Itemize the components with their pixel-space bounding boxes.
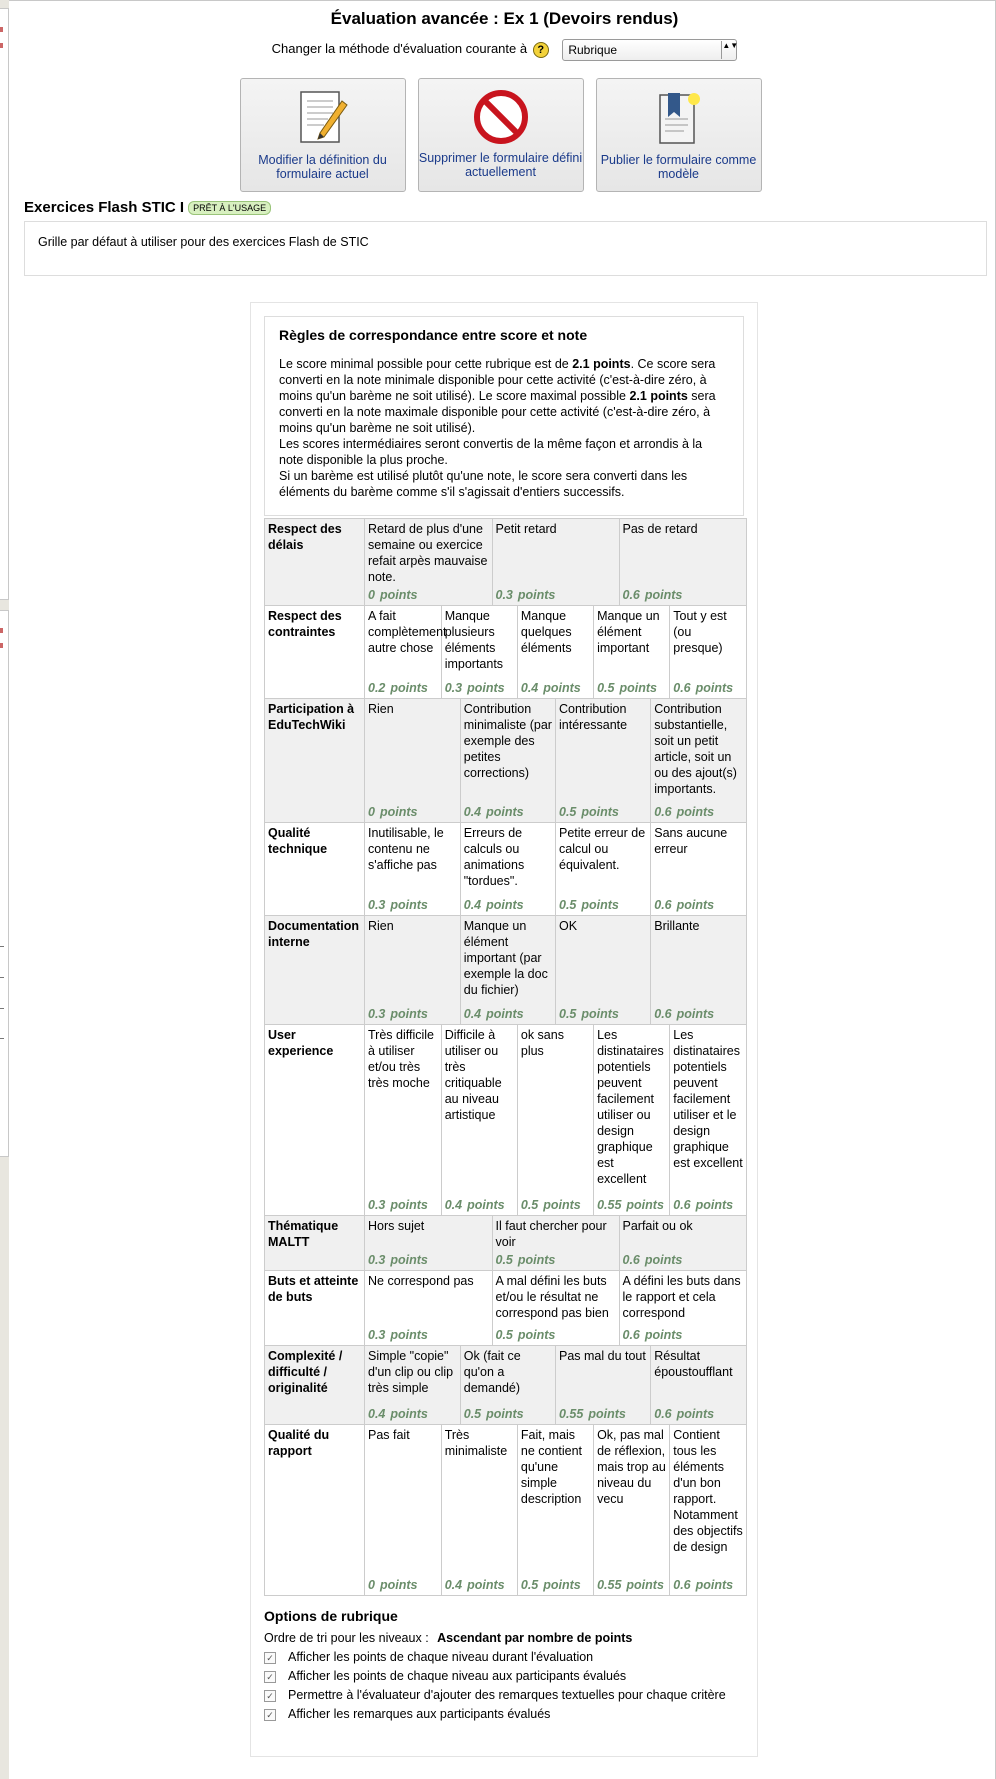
level-description: Très difficile à utiliser et/ou très très moche	[368, 1028, 434, 1090]
level-description: Contribution minimaliste (par exemple des petites corrections)	[463, 702, 552, 780]
level-description: Pas mal du tout	[559, 1349, 646, 1363]
action-buttons	[16, 78, 985, 192]
level-description: Ok (fait ce qu'on a demandé)	[463, 1349, 521, 1395]
left-sidebar-edge	[0, 0, 9, 1779]
edit-form-button[interactable]	[240, 78, 406, 192]
criterion-name: Respect des délais	[265, 519, 365, 606]
level-description: Ne correspond pas	[368, 1274, 474, 1288]
level-score: 0.5 points	[520, 1198, 581, 1212]
options-heading: Options de rubrique	[264, 1608, 398, 1624]
level-description: Erreurs de calculs ou animations "tordues".	[463, 826, 525, 888]
level-description: Parfait ou ok	[622, 1219, 693, 1233]
level-score: 0.6 points	[654, 898, 715, 912]
level-score: 0.4 points	[463, 898, 524, 912]
help-icon[interactable]: ?	[533, 42, 549, 58]
level-cell	[651, 699, 746, 822]
level-score: 0.4 points	[368, 1407, 428, 1421]
level-cell	[441, 606, 517, 698]
level-score: 0.5 points	[559, 1007, 619, 1021]
criterion-name: Buts et atteinte de buts	[265, 1271, 365, 1346]
level-score: 0.4 points	[444, 1578, 505, 1592]
criterion-row	[265, 606, 747, 699]
level-description: A fait complètement autre chose	[368, 609, 447, 655]
level-cell	[556, 1346, 651, 1424]
criterion-row	[265, 699, 747, 823]
rules-paragraph-3: Si un barème est utilisé plutôt qu'une note, le score sera converti dans les éléments du barème comme s'il s'agissait d'entiers successifs.	[279, 469, 688, 499]
level-cell	[492, 519, 619, 605]
level-cell	[365, 606, 447, 698]
level-score: 0.4 points	[444, 1198, 505, 1212]
publish-template-button[interactable]	[596, 78, 762, 192]
level-cell	[670, 1025, 746, 1215]
level-score: 0.55 points	[559, 1407, 626, 1421]
form-name: Exercices Flash STIC I	[24, 199, 185, 216]
level-score: 0.2 points	[368, 681, 428, 695]
level-cell	[365, 1425, 441, 1595]
criterion-name: Participation à EduTechWiki	[265, 699, 365, 823]
criterion-row	[265, 916, 747, 1025]
edit-form-label: Modifier la définition du formulaire actuel	[258, 153, 387, 181]
edit-document-icon	[298, 89, 348, 147]
sort-order-value: Ascendant par nombre de points	[437, 1631, 633, 1645]
level-description: Manque plusieurs éléments importants	[444, 609, 504, 671]
level-cell	[651, 916, 746, 1024]
delete-form-button[interactable]	[418, 78, 584, 192]
level-score: 0.3 points	[444, 681, 505, 695]
level-score: 0.4 points	[463, 1007, 524, 1021]
level-description: Manque un élément important (par exemple la doc du fichier)	[463, 919, 548, 997]
sort-order-row	[264, 1630, 744, 1646]
level-cell	[556, 823, 651, 915]
level-cell	[365, 916, 460, 1024]
level-score: 0.4 points	[463, 805, 524, 819]
form-description: Grille par défaut à utiliser pour des exercices Flash de STIC	[24, 221, 987, 276]
level-score: 0.5 points	[559, 898, 619, 912]
rules-paragraph-1: Le score minimal possible pour cette rubrique est de 2.1 points. Ce score sera converti en la note minimale disponible pour cette activité (c'est-à-dire zéro, à moins qu'un barème ne soit utilisé). Le score maximal possible 2.1 points sera converti en la note maximale disponible pour cette activité (c'est-à-dire zéro, à moins qu'un barème ne soit utilisé).	[279, 357, 716, 435]
level-score: 0.55 points	[597, 1198, 664, 1212]
rubric-options	[264, 1608, 744, 1725]
checkbox-icon: ✓	[264, 1690, 276, 1702]
level-score: 0.3 points	[368, 1198, 428, 1212]
level-score: 0.6 points	[654, 805, 715, 819]
side-marker	[0, 43, 3, 48]
level-score: 0.3 points	[368, 1253, 428, 1267]
level-description: Difficile à utiliser ou très critiquable au niveau artistique	[444, 1028, 502, 1122]
level-score: 0.3 points	[368, 898, 428, 912]
level-description: Brillante	[654, 919, 700, 933]
level-cell	[441, 1425, 517, 1595]
level-cell	[460, 823, 555, 915]
level-description: Les distinataires potentiels peuvent facilement utiliser et le design graphique est excellent	[673, 1028, 743, 1170]
level-description: A défini les buts dans le rapport et cela correspond	[622, 1274, 741, 1320]
level-cell	[365, 1216, 492, 1270]
criterion-name: Qualité du rapport	[265, 1425, 365, 1596]
criterion-name: Documentation interne	[265, 916, 365, 1025]
publish-template-icon	[654, 89, 704, 147]
criterion-name: Thématique MALTT	[265, 1216, 365, 1271]
level-cell	[594, 1425, 670, 1595]
side-panel-1	[0, 8, 9, 600]
level-cell	[594, 1025, 670, 1215]
level-score: 0.3 points	[495, 588, 556, 602]
level-description: Petit retard	[495, 522, 557, 536]
publish-template-label: Publier le formulaire comme modèle	[600, 153, 757, 181]
level-score: 0.6 points	[673, 681, 734, 695]
level-cell	[460, 1346, 555, 1424]
select-arrows-icon: ▲▼	[721, 41, 736, 59]
level-cell	[517, 1425, 593, 1595]
checkbox-icon: ✓	[264, 1709, 276, 1721]
criterion-row	[265, 1025, 747, 1216]
level-cell	[492, 1216, 619, 1270]
level-score: 0.5 points	[463, 1407, 524, 1421]
method-selected-value: Rubrique	[568, 42, 618, 57]
level-description: Contribution substantielle, soit un petit article, soit un ou des ajout(s) importants.	[654, 702, 737, 796]
level-description: Ok, pas mal de réflexion, mais trop au niveau du vecu	[597, 1428, 666, 1506]
criterion-row	[265, 823, 747, 916]
level-cell	[365, 1025, 441, 1215]
criterion-name: User experience	[265, 1025, 365, 1216]
criterion-row	[265, 1346, 747, 1425]
level-cell	[365, 1271, 492, 1345]
level-score: 0.6 points	[673, 1198, 734, 1212]
level-description: OK	[559, 919, 578, 933]
level-cell	[441, 1025, 517, 1215]
criterion-name: Qualité technique	[265, 823, 365, 916]
level-cell	[670, 606, 746, 698]
level-score: 0 points	[368, 805, 418, 819]
level-description: Contribution intéressante	[559, 702, 628, 732]
option-item: ✓ Afficher les points de chaque niveau durant l'évaluation	[264, 1649, 744, 1665]
level-cell	[670, 1425, 746, 1595]
side-marker	[0, 27, 3, 32]
level-score: 0.6 points	[654, 1407, 715, 1421]
level-score: 0.3 points	[368, 1328, 428, 1342]
level-score: 0.55 points	[597, 1578, 664, 1592]
level-score: 0.6 points	[622, 1328, 683, 1342]
level-cell	[594, 606, 670, 698]
side-tick	[0, 977, 4, 978]
level-cell	[517, 1025, 593, 1215]
level-description: Contient tous les éléments d'un bon rapport. Notamment des objectifs de design	[673, 1428, 743, 1554]
side-tick	[0, 1038, 4, 1039]
criterion-name: Respect des contraintes	[265, 606, 365, 699]
level-score: 0.6 points	[654, 1007, 715, 1021]
level-score: 0 points	[368, 588, 418, 602]
checkbox-icon: ✓	[264, 1652, 276, 1664]
option-item: ✓ Permettre à l'évaluateur d'ajouter des remarques textuelles pour chaque critère	[264, 1687, 744, 1703]
method-select[interactable]	[562, 39, 737, 61]
delete-form-label: Supprimer le formulaire défini actuellement	[418, 151, 583, 179]
option-item: ✓ Afficher les remarques aux participants évalués	[264, 1706, 744, 1722]
level-cell	[556, 916, 651, 1024]
level-description: Très minimaliste	[444, 1428, 508, 1458]
level-cell	[365, 699, 460, 822]
level-score: 0.5 points	[597, 681, 657, 695]
level-score: 0.6 points	[673, 1578, 734, 1592]
level-score: 0.5 points	[559, 805, 619, 819]
option-item: ✓ Afficher les points de chaque niveau aux participants évalués	[264, 1668, 744, 1684]
level-description: Sans aucune erreur	[654, 826, 728, 856]
level-description: Retard de plus d'une semaine ou exercice refait arpès mauvaise note.	[368, 522, 488, 584]
level-description: ok sans plus	[520, 1028, 564, 1058]
level-cell	[651, 823, 746, 915]
level-description: Manque un élément important	[597, 609, 660, 655]
level-cell	[460, 916, 555, 1024]
checkbox-icon: ✓	[264, 1671, 276, 1683]
main-content	[24, 0, 985, 276]
form-heading	[24, 199, 985, 216]
level-description: Pas de retard	[622, 522, 698, 536]
sort-order-label: Ordre de tri pour les niveaux :	[264, 1631, 429, 1645]
level-cell	[619, 1216, 746, 1270]
side-marker	[0, 643, 3, 648]
level-score: 0.5 points	[495, 1253, 556, 1267]
status-badge: PRÊT À L'USAGE	[188, 201, 271, 215]
level-description: Fait, mais ne contient qu'une simple description	[520, 1428, 583, 1506]
side-panel-2	[0, 610, 9, 1157]
level-description: Manque quelques éléments	[520, 609, 572, 655]
method-row	[24, 36, 985, 70]
level-score: 0.3 points	[368, 1007, 428, 1021]
level-description: Tout y est (ou presque)	[673, 609, 727, 655]
criterion-row	[265, 1425, 747, 1596]
level-description: Résultat époustoufflant	[654, 1349, 733, 1379]
level-description: Pas fait	[368, 1428, 410, 1442]
level-score: 0.6 points	[622, 588, 683, 602]
level-score: 0.6 points	[622, 1253, 683, 1267]
level-description: Il faut chercher pour voir	[495, 1219, 607, 1249]
level-cell	[365, 1346, 460, 1424]
rubric-table	[264, 518, 747, 1596]
level-score: 0 points	[368, 1578, 418, 1592]
criterion-row	[265, 519, 747, 606]
level-cell	[365, 823, 460, 915]
criterion-name: Complexité / difficulté / originalité	[265, 1346, 365, 1425]
level-cell	[460, 699, 555, 822]
level-cell	[365, 519, 492, 605]
method-label: Changer la méthode d'évaluation courante à	[271, 41, 528, 56]
rules-heading: Règles de correspondance entre score et note	[279, 327, 588, 343]
level-cell	[619, 519, 746, 605]
level-score: 0.4 points	[520, 681, 581, 695]
level-cell	[492, 1271, 619, 1345]
criterion-row	[265, 1271, 747, 1346]
rules-paragraph-2: Les scores intermédiaires seront convertis de la même façon et arrondis à la note disponible la plus proche.	[279, 437, 703, 467]
level-cell	[651, 1346, 746, 1424]
level-description: Rien	[368, 919, 394, 933]
level-cell	[556, 699, 651, 822]
level-description: Petite erreur de calcul ou équivalent.	[559, 826, 646, 872]
level-description: Les distinataires potentiels peuvent facilement utiliser ou design graphique est excellent	[597, 1028, 664, 1186]
criterion-row	[265, 1216, 747, 1271]
page-title: Évaluation avancée : Ex 1 (Devoirs rendus)	[330, 9, 679, 28]
side-marker	[0, 628, 3, 633]
level-cell	[619, 1271, 746, 1345]
level-description: A mal défini les buts et/ou le résultat ne correspond pas bien	[495, 1274, 609, 1320]
level-description: Inutilisable, le contenu ne s'affiche pas	[368, 826, 444, 872]
side-tick	[0, 946, 4, 947]
level-score: 0.5 points	[495, 1328, 556, 1342]
level-description: Rien	[368, 702, 394, 716]
side-tick	[0, 1008, 4, 1009]
score-rules-box	[264, 316, 744, 516]
level-description: Simple "copie" d'un clip ou clip très simple	[368, 1349, 454, 1395]
no-entry-icon	[473, 89, 529, 145]
level-cell	[517, 606, 593, 698]
level-description: Hors sujet	[368, 1219, 425, 1233]
level-score: 0.5 points	[520, 1578, 581, 1592]
